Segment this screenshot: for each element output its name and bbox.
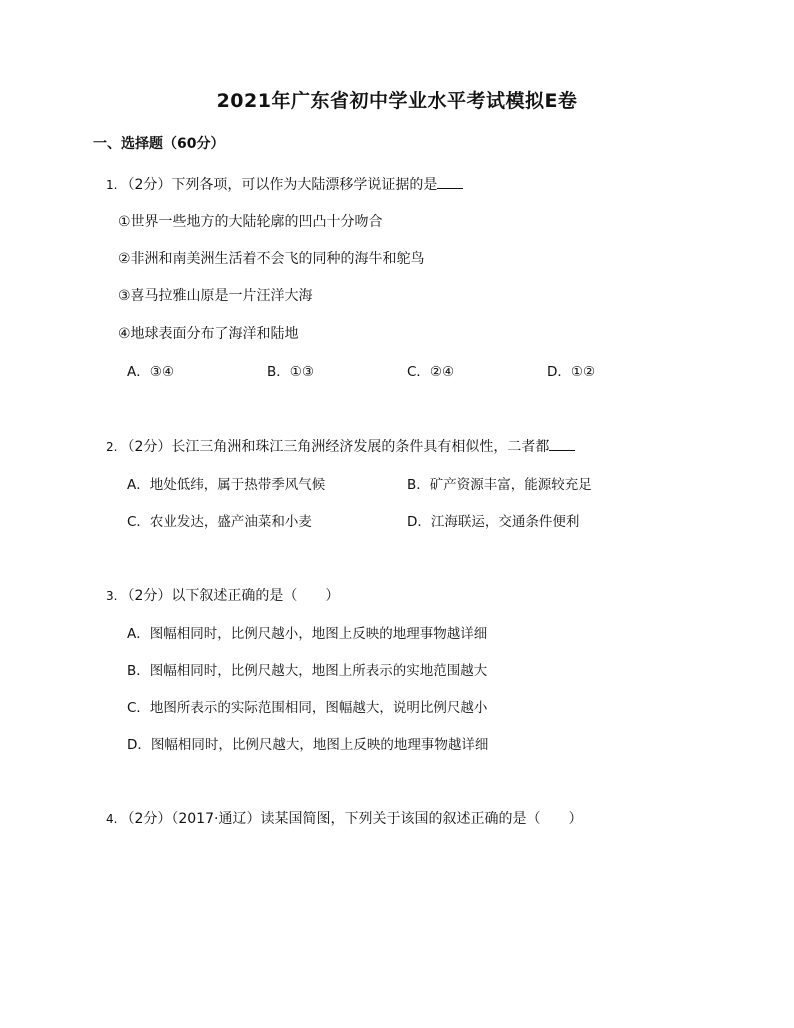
option-b[interactable]: B．图幅相同时，比例尺越大，地图上所表示的实地范围越大 (127, 663, 488, 679)
statement-item: ①世界一些地方的大陆轮廓的凹凸十分吻合 (118, 214, 383, 230)
question-text: （2分）长江三角洲和珠江三角洲经济发展的条件具有相似性，二者都 (120, 439, 550, 455)
question-text: （2分）下列各项，可以作为大陆漂移学说证据的是 (120, 177, 438, 193)
option-c[interactable]: C．地图所表示的实际范围相同，图幅越大，说明比例尺越小 (127, 700, 488, 716)
question-3-stem (106, 585, 339, 605)
question-number: 4. (106, 812, 118, 826)
question-number: 1. (106, 178, 118, 192)
question-text: （2分）（2017·通辽）读某国简图，下列关于该国的叙述正确的是（ ） (120, 811, 583, 827)
option-b[interactable]: B．矿产资源丰富，能源较充足 (407, 477, 592, 493)
option-a[interactable]: A．地处低纬，属于热带季风气候 (127, 477, 326, 493)
option-c[interactable]: C．农业发达，盛产油菜和小麦 (127, 514, 312, 530)
option-d[interactable]: D．江海联运，交通条件便利 (407, 514, 580, 530)
option-a[interactable]: A．③④ (127, 364, 174, 380)
option-c[interactable]: C．②④ (407, 364, 455, 380)
question-number: 3. (106, 589, 118, 603)
exam-title: 2021年广东省初中学业水平考试模拟E卷 (216, 90, 578, 112)
section-heading: 一、选择题（60分） (93, 136, 225, 152)
answer-blank (549, 438, 575, 451)
question-2-stem (106, 436, 575, 456)
statement-item: ④地球表面分布了海洋和陆地 (118, 326, 299, 342)
answer-blank (437, 176, 463, 189)
option-d[interactable]: D．①② (547, 364, 596, 380)
statement-item: ②非洲和南美洲生活着不会飞的同种的海牛和鸵鸟 (118, 251, 425, 267)
option-b[interactable]: B．①③ (267, 364, 314, 380)
question-1-stem (106, 174, 463, 194)
option-a[interactable]: A．图幅相同时，比例尺越小，地图上反映的地理事物越详细 (127, 626, 488, 642)
question-4-stem (106, 808, 582, 828)
option-d[interactable]: D．图幅相同时，比例尺越大，地图上反映的地理事物越详细 (127, 737, 489, 753)
question-number: 2. (106, 440, 118, 454)
statement-item: ③喜马拉雅山原是一片汪洋大海 (118, 288, 313, 304)
question-text: （2分）以下叙述正确的是（ ） (120, 588, 340, 604)
